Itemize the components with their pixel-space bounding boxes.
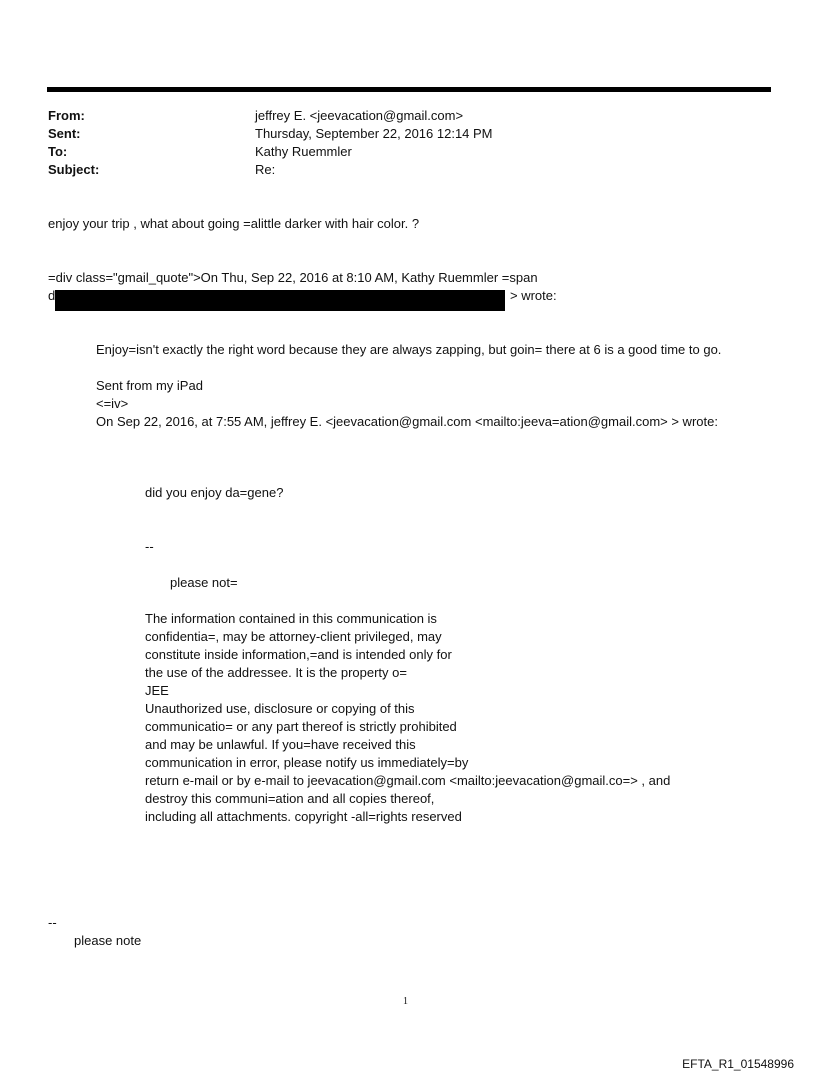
div-close: <=iv> — [96, 396, 129, 411]
disclaimer-line: return e-mail or by e-mail to jeevacation@gmail.com <mailto:jeevacation@gmail.co=> , and — [145, 773, 671, 788]
signature-dashes-2: -- — [48, 915, 57, 930]
header-rule — [47, 87, 771, 92]
sent-label: Sent: — [48, 126, 81, 141]
disclaimer-line: confidentia=, may be attorney-client privileged, may — [145, 629, 442, 644]
disclaimer-line: constitute inside information,=and is intended only for — [145, 647, 452, 662]
document-id: EFTA_R1_01548996 — [682, 1057, 794, 1071]
reply-enjoy: Enjoy=isn't exactly the right word because they are always zapping, but goin= there at 6 is a good time to go. — [96, 342, 722, 357]
from-label: From: — [48, 108, 85, 123]
disclaimer-line: Unauthorized use, disclosure or copying of this — [145, 701, 415, 716]
disclaimer-line: the use of the addressee. It is the property o= — [145, 665, 407, 680]
redaction-box — [55, 290, 505, 311]
page-number: 1 — [403, 996, 408, 1007]
from-value: jeffrey E. <jeevacation@gmail.com> — [255, 108, 464, 123]
disclaimer-line: communication in error, please notify us immediately=by — [145, 755, 469, 770]
quote-line-2-end: > wrote: — [510, 288, 557, 303]
quote-line-2-start: d — [48, 288, 56, 303]
disclaimer-line: and may be unlawful. If you=have received this — [145, 737, 416, 752]
to-label: To: — [48, 144, 68, 159]
disclaimer-line: JEE — [145, 683, 169, 698]
signature-dashes-1: -- — [145, 539, 154, 554]
body-line-1: enjoy your trip , what about going =alittle darker with hair color. ? — [48, 216, 420, 231]
sent-value: Thursday, September 22, 2016 12:14 PM — [255, 126, 493, 141]
quote-line-1: =div class="gmail_quote">On Thu, Sep 22, 2016 at 8:10 AM, Kathy Ruemmler =span — [48, 270, 538, 285]
please-note: please note — [74, 933, 142, 948]
disclaimer-line: The information contained in this communication is — [145, 611, 437, 626]
please-not: please not= — [170, 575, 238, 590]
did-you-enjoy: did you enjoy da=gene? — [145, 485, 284, 500]
to-value: Kathy Ruemmler — [255, 144, 352, 159]
subject-label: Subject: — [48, 162, 100, 177]
sent-from: Sent from my iPad — [96, 378, 203, 393]
on-sep-line: On Sep 22, 2016, at 7:55 AM, jeffrey E. <jeevacation@gmail.com <mailto:jeeva=ation@gmail.com> > wrote: — [96, 414, 718, 429]
subject-value: Re: — [255, 162, 276, 177]
disclaimer-line: destroy this communi=ation and all copies thereof, — [145, 791, 435, 806]
disclaimer-line: communicatio= or any part thereof is strictly prohibited — [145, 719, 457, 734]
disclaimer-line: including all attachments. copyright -all=rights reserved — [145, 809, 462, 824]
